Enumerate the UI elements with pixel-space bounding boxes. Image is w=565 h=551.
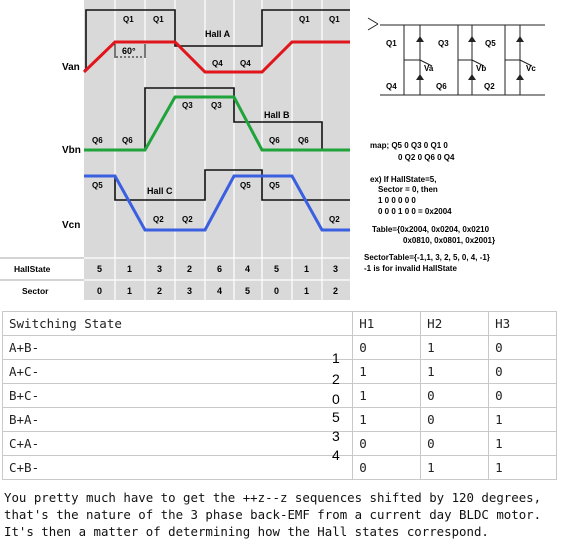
example-note-line3: 1 0 0 0 0 0 bbox=[378, 196, 416, 205]
table-cell: 1 bbox=[421, 456, 489, 480]
example-note-line1: ex) If HallState=5, bbox=[370, 175, 437, 184]
table-cell: 1 bbox=[489, 432, 557, 456]
q1-label: Q1 bbox=[299, 15, 310, 24]
table-note-line2: 0x0810, 0x0801, 0x2001} bbox=[403, 236, 496, 245]
table-header-cell: Switching State bbox=[3, 312, 353, 336]
q3-label: Q3 bbox=[182, 101, 193, 110]
overlay-digit: 4 bbox=[332, 447, 340, 463]
table-cell: 0 bbox=[489, 360, 557, 384]
table-row bbox=[3, 336, 557, 360]
sector-value: 1 bbox=[127, 286, 133, 296]
table-cell: A+C- bbox=[3, 360, 353, 384]
table-row bbox=[3, 456, 557, 480]
comment-line: It's then a matter of determining how the Hall states correspond. bbox=[4, 524, 489, 539]
table-cell: 0 bbox=[489, 384, 557, 408]
q1-label: Q1 bbox=[329, 15, 340, 24]
comment-text bbox=[4, 489, 564, 540]
hall-state-value: 1 bbox=[304, 264, 310, 274]
overlay-digit: 3 bbox=[332, 428, 340, 444]
vbn-label: Vbn bbox=[62, 145, 81, 156]
hall-state-value: 3 bbox=[157, 264, 163, 274]
hall-state-value: 5 bbox=[97, 264, 103, 274]
bridge-q1-label: Q1 bbox=[386, 39, 397, 48]
table-header-cell: H3 bbox=[489, 312, 557, 336]
table-row bbox=[3, 360, 557, 384]
bridge-q2-label: Q2 bbox=[484, 82, 495, 91]
q2-label: Q2 bbox=[182, 215, 193, 224]
sector-value: 1 bbox=[304, 286, 310, 296]
table-cell: 1 bbox=[421, 360, 489, 384]
q5-label: Q5 bbox=[240, 181, 251, 190]
map-note-line2: 0 Q2 0 Q6 0 Q4 bbox=[398, 153, 455, 162]
q1-label: Q1 bbox=[123, 15, 134, 24]
bridge-vc-label: Vc bbox=[526, 64, 536, 73]
table-row bbox=[3, 384, 557, 408]
example-note-line4: 0 0 0 1 0 0 = 0x2004 bbox=[378, 207, 452, 216]
van-label: Van bbox=[62, 62, 80, 73]
hall-state-value: 4 bbox=[245, 264, 251, 274]
table-cell: 0 bbox=[421, 408, 489, 432]
q4-label: Q4 bbox=[212, 59, 223, 68]
sector-row-label: Sector bbox=[22, 286, 49, 296]
table-cell: 0 bbox=[421, 384, 489, 408]
hall-state-value: 3 bbox=[333, 264, 339, 274]
table-cell: 0 bbox=[353, 336, 421, 360]
table-cell: 1 bbox=[353, 384, 421, 408]
q6-label: Q6 bbox=[122, 136, 133, 145]
sector-value: 0 bbox=[97, 286, 103, 296]
table-header-cell: H2 bbox=[421, 312, 489, 336]
q6-label: Q6 bbox=[298, 136, 309, 145]
example-note-line2: Sector = 0, then bbox=[378, 185, 438, 194]
bridge-q6-label: Q6 bbox=[436, 82, 447, 91]
switching-state-table bbox=[2, 311, 557, 480]
table-cell: 1 bbox=[489, 456, 557, 480]
table-cell: C+B- bbox=[3, 456, 353, 480]
bridge-q4-label: Q4 bbox=[386, 82, 397, 91]
sector-value: 4 bbox=[217, 286, 223, 296]
q4-label: Q4 bbox=[240, 59, 251, 68]
table-row bbox=[3, 408, 557, 432]
q3-label: Q3 bbox=[211, 101, 222, 110]
bridge-va-label: Va bbox=[424, 64, 434, 73]
map-note-line1: map; Q5 0 Q3 0 Q1 0 bbox=[370, 141, 448, 150]
q6-label: Q6 bbox=[92, 136, 103, 145]
hall-state-value: 5 bbox=[274, 264, 280, 274]
table-cell: 1 bbox=[353, 408, 421, 432]
overlay-digit: 2 bbox=[332, 371, 340, 387]
table-cell: 0 bbox=[353, 432, 421, 456]
overlay-digit: 5 bbox=[332, 409, 340, 425]
sector-value: 2 bbox=[333, 286, 339, 296]
comment-line: that's the nature of the 3 phase back-EMF from a current day BLDC motor. bbox=[4, 507, 542, 522]
q1-label: Q1 bbox=[153, 15, 164, 24]
q2-label: Q2 bbox=[153, 215, 164, 224]
table-cell: 0 bbox=[489, 336, 557, 360]
bridge-q5-label: Q5 bbox=[485, 39, 496, 48]
sector-value: 3 bbox=[187, 286, 193, 296]
angle-label: 60° bbox=[122, 46, 136, 56]
table-header-row bbox=[3, 312, 557, 336]
bridge-diodes bbox=[416, 36, 524, 80]
sector-value: 0 bbox=[274, 286, 280, 296]
overlay-digit: 0 bbox=[332, 391, 340, 407]
table-cell: 1 bbox=[489, 408, 557, 432]
bridge-vb-label: Vb bbox=[476, 64, 487, 73]
hall-state-value: 6 bbox=[217, 264, 223, 274]
hall-state-value: 2 bbox=[187, 264, 193, 274]
table-cell: C+A- bbox=[3, 432, 353, 456]
q2-label: Q2 bbox=[329, 215, 340, 224]
q5-label: Q5 bbox=[269, 181, 280, 190]
comment-line: You pretty much have to get the ++z--z sequences shifted by 120 degrees, bbox=[4, 490, 542, 505]
vcn-label: Vcn bbox=[62, 220, 81, 231]
table-cell: B+C- bbox=[3, 384, 353, 408]
hall-a-label: Hall A bbox=[205, 29, 231, 39]
hall-c-label: Hall C bbox=[147, 186, 173, 196]
table-cell: B+A- bbox=[3, 408, 353, 432]
overlay-digit: 1 bbox=[332, 350, 340, 366]
hall-b-label: Hall B bbox=[264, 110, 290, 120]
bridge-q3-label: Q3 bbox=[438, 39, 449, 48]
table-cell: 0 bbox=[421, 432, 489, 456]
table-cell: A+B- bbox=[3, 336, 353, 360]
table-note-line1: Table={0x2004, 0x0204, 0x0210 bbox=[372, 225, 490, 234]
table-cell: 1 bbox=[353, 360, 421, 384]
hall-state-value: 1 bbox=[127, 264, 133, 274]
hall-state-row-label: HallState bbox=[14, 264, 51, 274]
sector-value: 5 bbox=[245, 286, 251, 296]
sector-value: 2 bbox=[157, 286, 163, 296]
table-cell: 0 bbox=[353, 456, 421, 480]
table-header-cell: H1 bbox=[353, 312, 421, 336]
q6-label: Q6 bbox=[269, 136, 280, 145]
sector-table-note-line2: -1 is for invalid HallState bbox=[364, 264, 457, 273]
sector-table-note-line1: SectorTable={-1,1, 3, 2, 5, 0, 4, -1} bbox=[364, 253, 490, 262]
table-row bbox=[3, 432, 557, 456]
q5-label: Q5 bbox=[92, 181, 103, 190]
table-cell: 1 bbox=[421, 336, 489, 360]
